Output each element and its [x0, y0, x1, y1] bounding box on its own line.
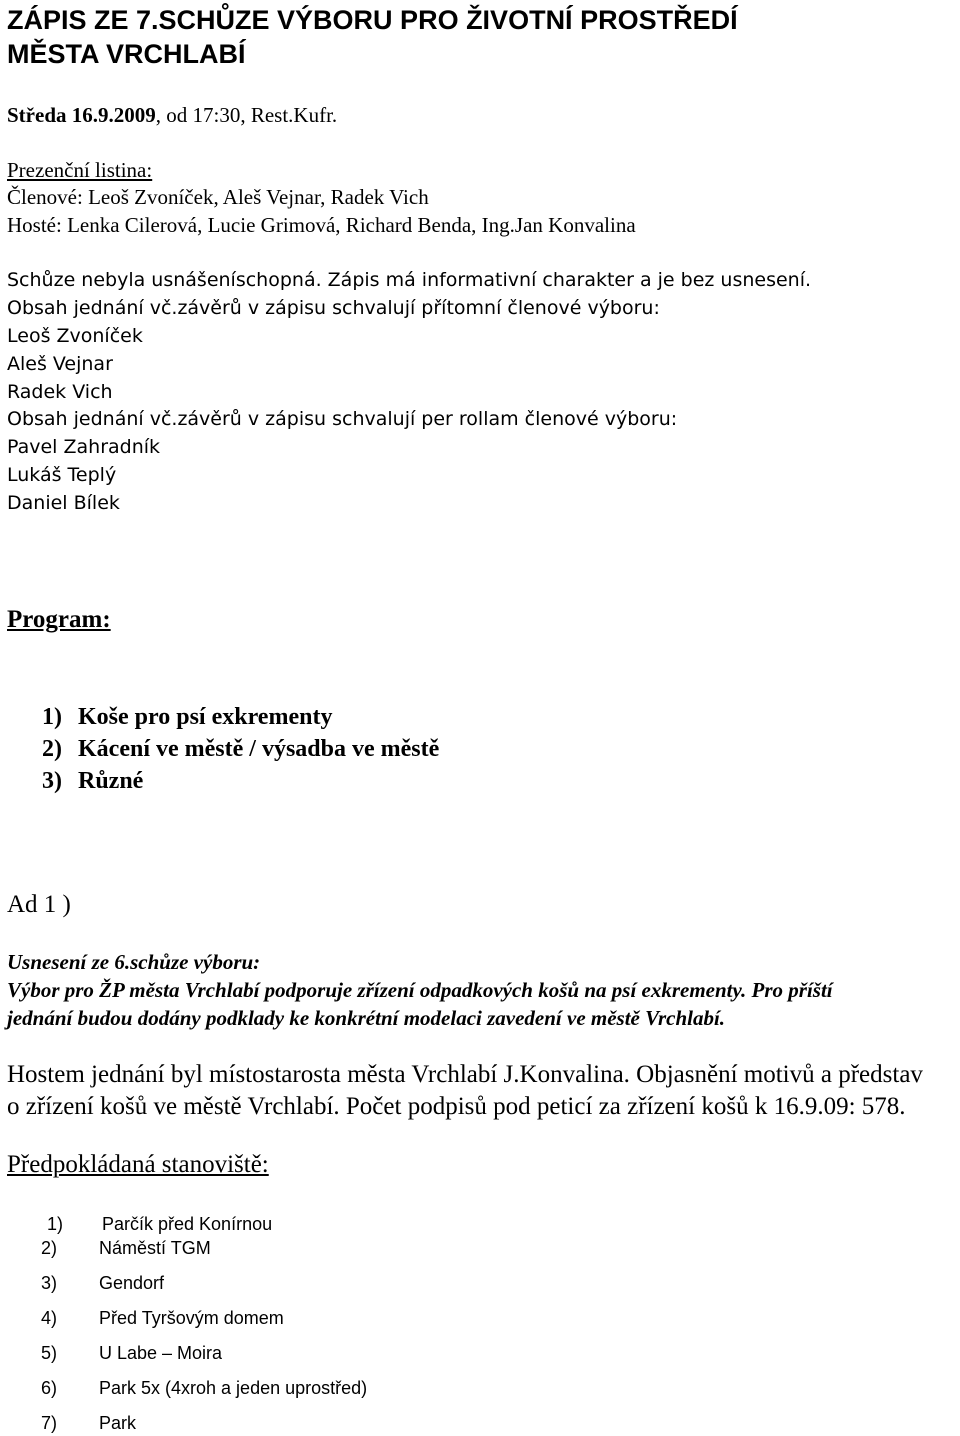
meeting-info	[7, 102, 337, 128]
location-text: Park	[99, 1413, 137, 1433]
present-member: Radek Vich	[7, 381, 113, 403]
location-item	[41, 1377, 367, 1399]
location-number: 4)	[41, 1308, 58, 1328]
location-text: Parčík před Konírnou	[102, 1214, 273, 1234]
program-heading: Program:	[7, 606, 111, 633]
program-item	[42, 766, 143, 796]
meeting-date: Středa 16.9.2009	[7, 103, 156, 127]
program-item-text: Koše pro psí exkrementy	[78, 704, 333, 730]
program-item-number: 2)	[42, 736, 62, 762]
ad1-heading: Ad 1 )	[7, 891, 71, 918]
rollam-approval-intro: Obsah jednání vč.závěrů v zápisu schvalují per rollam členové výboru:	[7, 408, 678, 430]
rollam-member: Lukáš Teplý	[7, 464, 117, 486]
guest-note-line-1: Hostem jednání byl místostarosta města Vrchlabí J.Konvalina. Objasnění motivů a představ	[7, 1061, 923, 1088]
present-member: Leoš Zvoníček	[7, 325, 143, 347]
present-member: Aleš Vejnar	[7, 353, 113, 375]
location-text: Před Tyršovým domem	[99, 1308, 284, 1328]
location-item	[41, 1307, 284, 1329]
program-item-number: 1)	[42, 704, 62, 730]
program-item-text: Různé	[78, 768, 144, 794]
location-number: 6)	[41, 1378, 58, 1398]
location-item	[41, 1237, 211, 1259]
location-number: 1)	[47, 1214, 64, 1234]
rollam-member: Daniel Bílek	[7, 492, 120, 514]
program-item	[42, 734, 439, 764]
program-item-number: 3)	[42, 768, 62, 794]
location-number: 3)	[41, 1273, 58, 1293]
document-title-line-1: ZÁPIS ZE 7.SCHŮZE VÝBORU PRO ŽIVOTNÍ PROSTŘEDÍ	[7, 5, 738, 35]
guest-note-line-2: o zřízení košů ve městě Vrchlabí. Počet podpisů pod peticí za zřízení košů k 16.9.09: 578.	[7, 1093, 906, 1120]
resolution-label: Usnesení ze 6.schůze výboru:	[7, 950, 261, 974]
program-item	[42, 702, 332, 732]
attendance-guests: Hosté: Lenka Cilerová, Lucie Grimová, Richard Benda, Ing.Jan Konvalina	[7, 213, 636, 237]
location-number: 7)	[41, 1413, 58, 1433]
location-text: Náměstí TGM	[99, 1238, 211, 1258]
location-item	[47, 1213, 272, 1235]
location-text: Gendorf	[99, 1273, 165, 1293]
resolution-text-line-2: jednání budou dodány podklady ke konkrétní modelaci zavedení ve městě Vrchlabí.	[7, 1006, 726, 1030]
program-item-text: Kácení ve městě / výsadba ve městě	[78, 736, 440, 762]
present-approval-intro: Obsah jednání vč.závěrů v zápisu schvalují přítomní členové výboru:	[7, 297, 660, 319]
location-item	[41, 1342, 222, 1364]
meeting-time-place: , od 17:30, Rest.Kufr.	[155, 103, 338, 127]
attendance-members: Členové: Leoš Zvoníček, Aleš Vejnar, Radek Vich	[7, 185, 429, 209]
location-number: 2)	[41, 1238, 58, 1258]
locations-heading: Předpokládaná stanoviště:	[7, 1151, 269, 1178]
document-title-line-2: MĚSTA VRCHLABÍ	[7, 39, 246, 69]
location-text: U Labe – Moira	[99, 1343, 223, 1363]
location-number: 5)	[41, 1343, 58, 1363]
quorum-statement: Schůze nebyla usnášeníschopná. Zápis má informativní charakter a je bez usnesení.	[7, 269, 812, 291]
location-item	[41, 1412, 136, 1434]
rollam-member: Pavel Zahradník	[7, 436, 161, 458]
location-item	[41, 1272, 164, 1294]
location-text: Park 5x (4xroh a jeden uprostřed)	[99, 1378, 368, 1398]
attendance-heading: Prezenční listina:	[7, 158, 153, 182]
resolution-text-line-1: Výbor pro ŽP města Vrchlabí podporuje zřízení odpadkových košů na psí exkrementy. Pro příští	[7, 978, 833, 1002]
